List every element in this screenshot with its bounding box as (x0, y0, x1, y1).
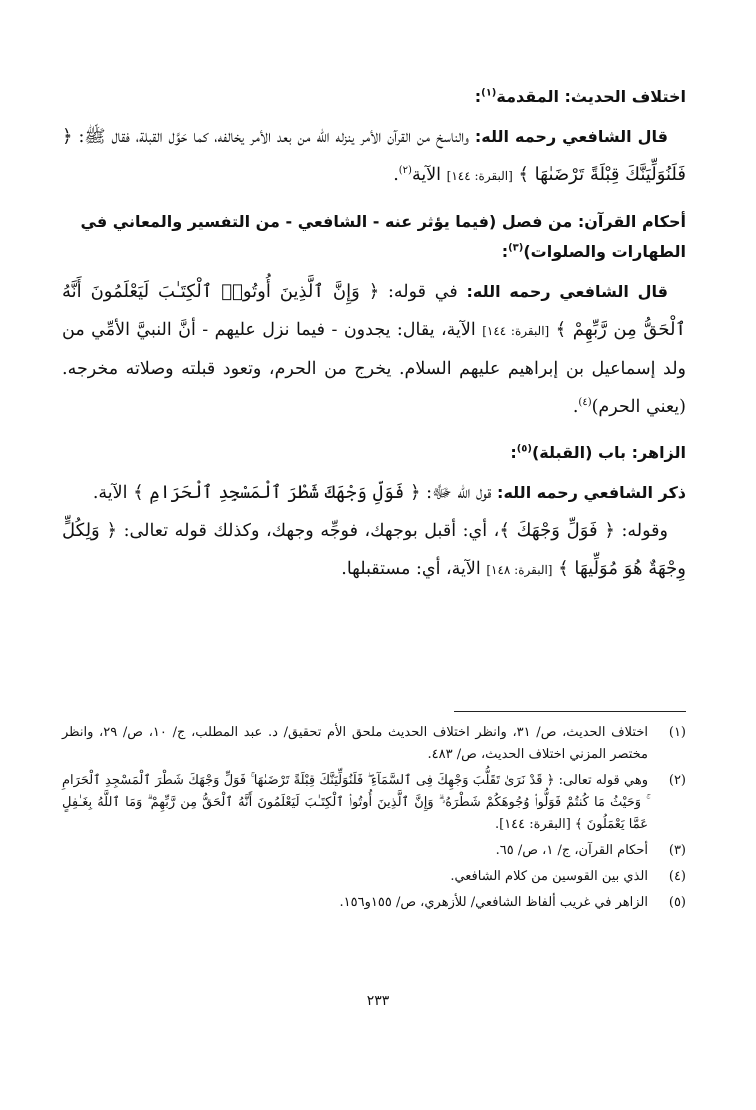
paragraph-text: ، أي: أقبل بوجهك، فوجِّه وجهك، وكذلك قوله تعالى: (123, 521, 500, 541)
footnote-marker: (١) (481, 87, 497, 99)
footnote-text: أحكام القرآن، ج/ ١، ص/ ٦٥. (495, 843, 648, 858)
footnote-item (62, 722, 686, 766)
paragraph-end: . (572, 397, 579, 417)
footnote-marker: (٢) (398, 165, 412, 177)
footnotes (62, 722, 686, 918)
paragraph-text: الآية. (92, 483, 128, 503)
speaker-label: قال الشافعي رحمه الله: (466, 282, 668, 301)
footnote-marker: (٤) (578, 397, 592, 409)
footnote-number: (٢) (668, 773, 686, 788)
paragraph-1 (62, 118, 686, 195)
paragraph-text: والناسخ من القرآن الأمر ينزله الله من بعد الأمر يخالفه، كما حَوَّل القبلة، فقال ﷺ: (78, 127, 469, 147)
paragraph-text: في قوله: (388, 282, 458, 302)
paragraph-text: الآية، يقال: يجدون - فيما نزل عليهم - أنَّ النبيَّ الأمِّي من ولد إسماعيل بن إبراهيم عليهم السلام. يخرج من الحرم، وتعود قبلته وصلاته مخرجه. (يعني الحرم) (62, 320, 686, 417)
speaker-label: قال الشافعي رحمه الله: (474, 127, 668, 146)
paragraph-text: قول الله ﷻ: (426, 483, 492, 503)
paragraph-text: الآية، أي: مستقبلها. (341, 559, 481, 579)
verse-reference: [البقرة: ١٤٤] (482, 324, 550, 338)
verse-reference: [البقرة: ١٤٨] (486, 563, 553, 577)
footnote-number: (٥) (668, 895, 686, 910)
section-heading-1 (62, 82, 686, 112)
quran-verse: ﴿ فَلَنُوَلِّيَنَّكَ قِبْلَةً تَرْضَىٰهَا ﴾ (62, 126, 686, 185)
footnote-item (62, 866, 686, 888)
heading-colon: : (501, 242, 509, 261)
footnote-number: (١) (668, 725, 686, 740)
verse-reference: [البقرة: ١٤٤] (446, 169, 513, 183)
footnote-number: (٤) (668, 869, 686, 884)
section-heading-2 (62, 207, 686, 267)
footnote-item (62, 840, 686, 862)
paragraph-3 (62, 474, 686, 512)
speaker-label: ذكر الشافعي رحمه الله: (497, 483, 686, 502)
footnote-marker: (٥) (516, 443, 532, 455)
footnote-item (62, 892, 686, 914)
footnote-text: وهي قوله تعالى: ﴿ قَدْ نَرَىٰ تَقَلُّبَ وَجْهِكَ فِى ٱلسَّمَآءِ ۖ فَلَنُوَلِّيَنَّكَ قِبْلَةً تَرْضَىٰهَا ۚ فَوَلِّ وَجْهَكَ شَطْرَ ٱلْمَسْجِدِ ٱلْحَرَامِ ۚ وَحَيْثُ مَا كُنتُمْ فَوَلُّوا۟ وُجُوهَكُمْ شَطْرَهُۥ ۗ وَإِنَّ ٱلَّذِينَ أُوتُوا۟ ٱلْكِتَـٰبَ لَيَعْلَمُونَ أَنَّهُ ٱلْحَقُّ مِن رَّبِّهِمْ ۗ وَمَا ٱللَّهُ بِغَـٰفِلٍ عَمَّا يَعْمَلُونَ ﴾ [البقرة: ١٤٤]. (62, 773, 648, 832)
footnote-separator (454, 711, 686, 712)
paragraph-text: وقوله: (621, 521, 668, 541)
paragraph-text: الآية (411, 165, 442, 185)
paragraph-4 (62, 512, 686, 589)
paragraph-end: . (393, 165, 399, 185)
footnote-text: الذي بين القوسين من كلام الشافعي. (450, 869, 648, 884)
heading-text: اختلاف الحديث: المقدمة (496, 87, 686, 106)
footnote-marker: (٣) (508, 242, 524, 254)
footnote-item (62, 770, 686, 836)
heading-text: أحكام القرآن: من فصل (فيما يؤثر عنه - الشافعي - من التفسير والمعاني في الطهارات والصلوات) (80, 212, 686, 261)
heading-colon: : (474, 87, 482, 106)
paragraph-2 (62, 273, 686, 426)
quran-verse: ﴿ وَلِكُلٍّ وِجْهَةٌ هُوَ مُوَلِّيهَا ﴾ (62, 520, 686, 579)
quran-verse: ﴿ فَوَلِّ وَجْهَكَ ﴾ (499, 520, 615, 541)
page-number: ٢٣٣ (366, 993, 390, 1009)
quran-verse: ﴿ وَإِنَّ ٱلَّذِينَ أُوتُوا۟ ٱلْكِتَـٰبَ لَيَعْلَمُونَ أَنَّهُ ٱلْحَقُّ مِن رَّبِّهِمْ ﴾ (62, 281, 686, 340)
quran-verse: ﴿ فَوَلِّ وَجْهَكَ شَطْرَ ٱلْمَسْجِدِ ٱلْحَرَامِ ﴾ (133, 482, 421, 503)
footnote-text: الزاهر في غريب ألفاظ الشافعي/ للأزهري، ص/ ١٥٥و١٥٦. (339, 895, 648, 910)
heading-colon: : (510, 443, 517, 462)
section-heading-3 (62, 438, 686, 468)
footnote-text: اختلاف الحديث، ص/ ٣١، وانظر اختلاف الحديث ملحق الأم تحقيق/ د. عبد المطلب، ج/ ١٠، ص/ ٢٩، وانظر مختصر المزني اختلاف الحديث، ص/ ٤٨٣. (62, 725, 648, 762)
heading-text: الزاهر: باب (القبلة) (531, 443, 686, 462)
footnote-number: (٣) (668, 843, 686, 858)
